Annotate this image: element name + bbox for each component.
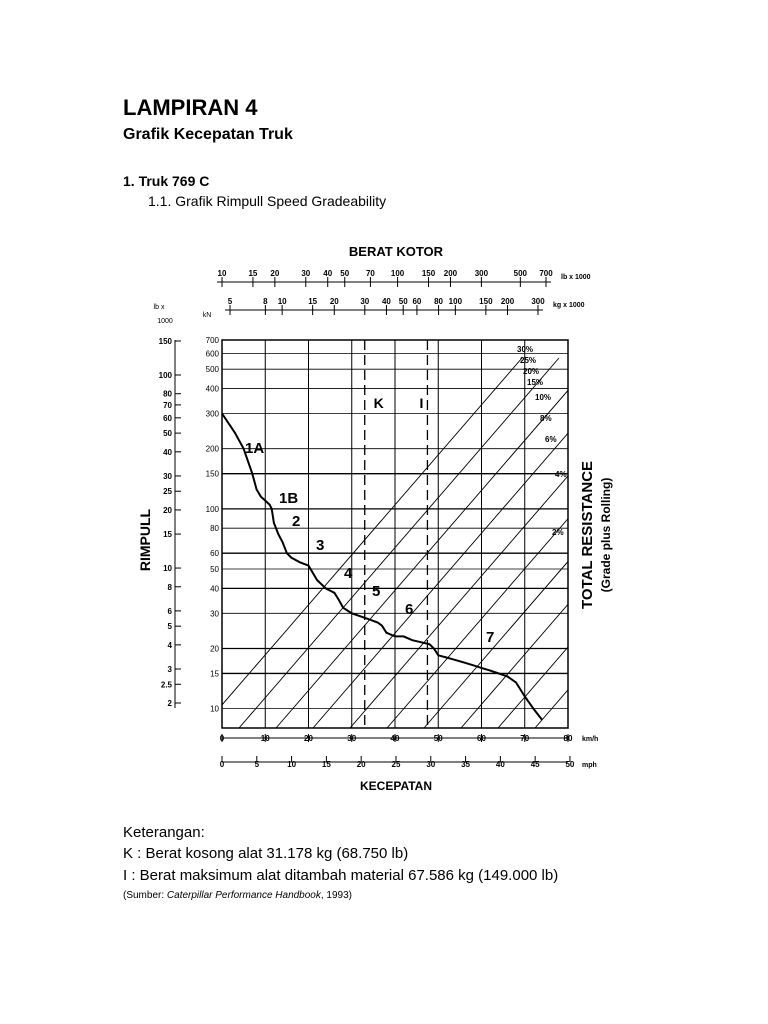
lb-tick-label: 80 — [163, 389, 172, 399]
gear-label: 3 — [316, 537, 325, 554]
kmh-tick-label: 70 — [520, 734, 530, 743]
weight-kg-axis-tick-label: 10 — [277, 297, 287, 306]
weight-lb-axis-tick-label: 20 — [270, 269, 280, 278]
note-k: K : Berat kosong alat 31.178 kg (68.750 lb) — [123, 845, 409, 862]
weight-kg-axis-tick-label: 20 — [329, 297, 339, 306]
kn-tick-label: 80 — [210, 524, 219, 534]
marker-label-i: I — [419, 395, 424, 411]
lb-tick-label: 70 — [163, 400, 172, 410]
weight-lb-axis-tick-label: 150 — [421, 269, 436, 278]
gear-label: 2 — [292, 513, 301, 530]
weight-kg-axis-tick-label: 150 — [479, 297, 493, 306]
lb-tick-label: 100 — [158, 370, 172, 380]
weight-kg-axis-tick-label: 30 — [360, 297, 370, 306]
kn-tick-label: 500 — [205, 365, 219, 375]
weight-kg-axis-tick-label: 50 — [398, 297, 408, 306]
lb-tick-label: 30 — [163, 471, 172, 481]
grade-label: 30% — [517, 345, 534, 354]
lb-tick-label: 15 — [163, 530, 172, 540]
kn-tick-label: 600 — [205, 349, 219, 359]
lb-tick-label: 50 — [163, 429, 172, 439]
mph-tick-label: 35 — [461, 760, 471, 769]
lb-tick-label: 6 — [167, 606, 172, 616]
x-axis-label: KECEPATAN — [360, 779, 432, 793]
kmh-tick-label: 30 — [347, 734, 357, 743]
lb-tick-label: 2 — [167, 699, 172, 708]
mph-tick-label: 25 — [391, 760, 401, 769]
lb-tick-label: 4 — [167, 640, 172, 650]
kn-tick-label: 150 — [205, 469, 219, 479]
weight-kg-axis-tick-label: 8 — [263, 297, 268, 306]
notes-heading: Keterangan: — [123, 824, 205, 841]
grade-line — [535, 358, 768, 728]
lb-tick-label: 60 — [163, 413, 172, 423]
gear-label: 6 — [405, 601, 414, 618]
kmh-tick-label: 80 — [563, 734, 573, 743]
grade-label: 8% — [540, 414, 552, 423]
gear-label: 5 — [372, 583, 381, 600]
kmh-tick-label: 60 — [477, 734, 486, 743]
marker-label-k: K — [373, 395, 384, 411]
grade-label: 20% — [523, 367, 540, 376]
gear-label: 7 — [486, 629, 495, 646]
grade-label: 2% — [552, 528, 564, 537]
lb-tick-label: 20 — [163, 505, 172, 515]
kn-tick-label: 20 — [210, 644, 219, 654]
grade-label: 4% — [555, 470, 567, 479]
weight-kg-axis-tick-label: 300 — [531, 297, 545, 306]
kn-tick-label: 15 — [210, 669, 219, 679]
right-axis-sublabel: (Grade plus Rolling) — [599, 477, 613, 593]
weight-kg-axis-tick-label: 40 — [381, 297, 391, 306]
mph-tick-label: 15 — [321, 760, 331, 769]
weight-kg-axis-unit-label: kg x 1000 — [553, 302, 585, 309]
lb-tick-label: 3 — [167, 665, 172, 675]
kmh-tick-label: 40 — [390, 734, 400, 743]
weight-kg-axis-tick-label: 100 — [448, 297, 463, 306]
mph-tick-label: 0 — [219, 760, 225, 769]
mph-tick-label: 20 — [356, 760, 366, 769]
grade-label: 10% — [535, 393, 552, 402]
kn-tick-label: 60 — [210, 549, 219, 559]
mph-tick-label: 10 — [287, 760, 297, 769]
weight-kg-axis-tick-label: 15 — [308, 297, 318, 306]
kmh-unit-label: km/h — [582, 736, 599, 743]
weight-lb-axis-tick-label: 300 — [474, 269, 489, 278]
kn-tick-label: 200 — [205, 444, 219, 454]
weight-lb-axis-tick-label: 40 — [323, 269, 333, 278]
lb-tick-label: 8 — [167, 582, 172, 592]
mph-tick-label: 50 — [565, 760, 575, 769]
gear-label: 1B — [279, 490, 299, 507]
kn-tick-label: 300 — [205, 409, 219, 419]
kmh-tick-label: 20 — [304, 734, 313, 743]
lb-unit-label: lb x — [153, 304, 165, 311]
weight-lb-axis-tick-label: 50 — [340, 269, 350, 278]
gear-label: 1A — [245, 440, 265, 457]
weight-lb-axis-unit-label: lb x 1000 — [561, 274, 591, 281]
kn-tick-label: 30 — [210, 609, 219, 619]
section-heading: 1. Truk 769 C — [123, 173, 210, 189]
grade-line — [609, 358, 768, 728]
note-i: I : Berat maksimum alat ditambah material 67.586 kg (149.000 lb) — [123, 867, 559, 884]
weight-lb-axis-tick-label: 200 — [443, 269, 458, 278]
grade-label: 15% — [527, 378, 544, 387]
weight-lb-axis-tick-label: 10 — [217, 269, 227, 278]
weight-lb-axis-tick-label: 15 — [248, 269, 258, 278]
lb-tick-label: 10 — [163, 564, 172, 574]
lb-unit-label-2: 1000 — [157, 318, 173, 325]
weight-lb-axis-tick-label: 500 — [513, 269, 528, 278]
weight-lb-axis-tick-label: 30 — [301, 269, 311, 278]
gear-label: 4 — [344, 565, 353, 582]
kmh-tick-label: 50 — [433, 734, 443, 743]
weight-lb-axis-tick-label: 700 — [539, 269, 553, 278]
weight-kg-axis-tick-label: 60 — [412, 297, 422, 306]
mph-tick-label: 45 — [530, 760, 540, 769]
kn-unit-label: kN — [202, 312, 212, 319]
right-axis-label: TOTAL RESISTANCE — [579, 460, 596, 610]
page-subtitle: Grafik Kecepatan Truk — [123, 126, 293, 143]
mph-unit-label: mph — [582, 762, 597, 769]
mph-tick-label: 30 — [426, 760, 436, 769]
chart-title: BERAT KOTOR — [348, 244, 444, 259]
mph-tick-label: 40 — [495, 760, 505, 769]
kn-tick-label: 700 — [205, 336, 219, 345]
kn-tick-label: 100 — [205, 504, 219, 514]
kmh-tick-label: 0 — [219, 734, 225, 743]
weight-kg-axis-tick-label: 5 — [227, 297, 233, 306]
weight-lb-axis-tick-label: 70 — [365, 269, 375, 278]
grade-label: 6% — [545, 435, 557, 444]
weight-kg-axis-tick-label: 80 — [434, 297, 444, 306]
grade-label: 25% — [520, 356, 537, 365]
page-title: LAMPIRAN 4 — [123, 95, 258, 120]
weight-kg-axis-tick-label: 200 — [500, 297, 515, 306]
lb-tick-label: 5 — [167, 622, 172, 632]
grade-line — [646, 358, 768, 728]
mph-tick-label: 5 — [254, 760, 260, 769]
kmh-tick-label: 10 — [260, 734, 270, 743]
lb-tick-label: 40 — [163, 447, 172, 457]
lb-tick-label: 25 — [163, 487, 172, 497]
kn-tick-label: 40 — [210, 584, 219, 594]
weight-lb-axis-tick-label: 100 — [390, 269, 405, 278]
source-citation: (Sumber: Caterpillar Performance Handbook, 1993) — [123, 890, 353, 901]
kn-tick-label: 10 — [210, 704, 219, 714]
lb-tick-label: 2.5 — [160, 680, 172, 690]
kn-tick-label: 50 — [210, 564, 219, 574]
lb-tick-label: 150 — [158, 337, 172, 346]
y-axis-label: RIMPULL — [137, 508, 153, 572]
subsection-heading: 1.1. Grafik Rimpull Speed Gradeability — [148, 193, 387, 209]
kn-tick-label: 400 — [205, 384, 219, 394]
